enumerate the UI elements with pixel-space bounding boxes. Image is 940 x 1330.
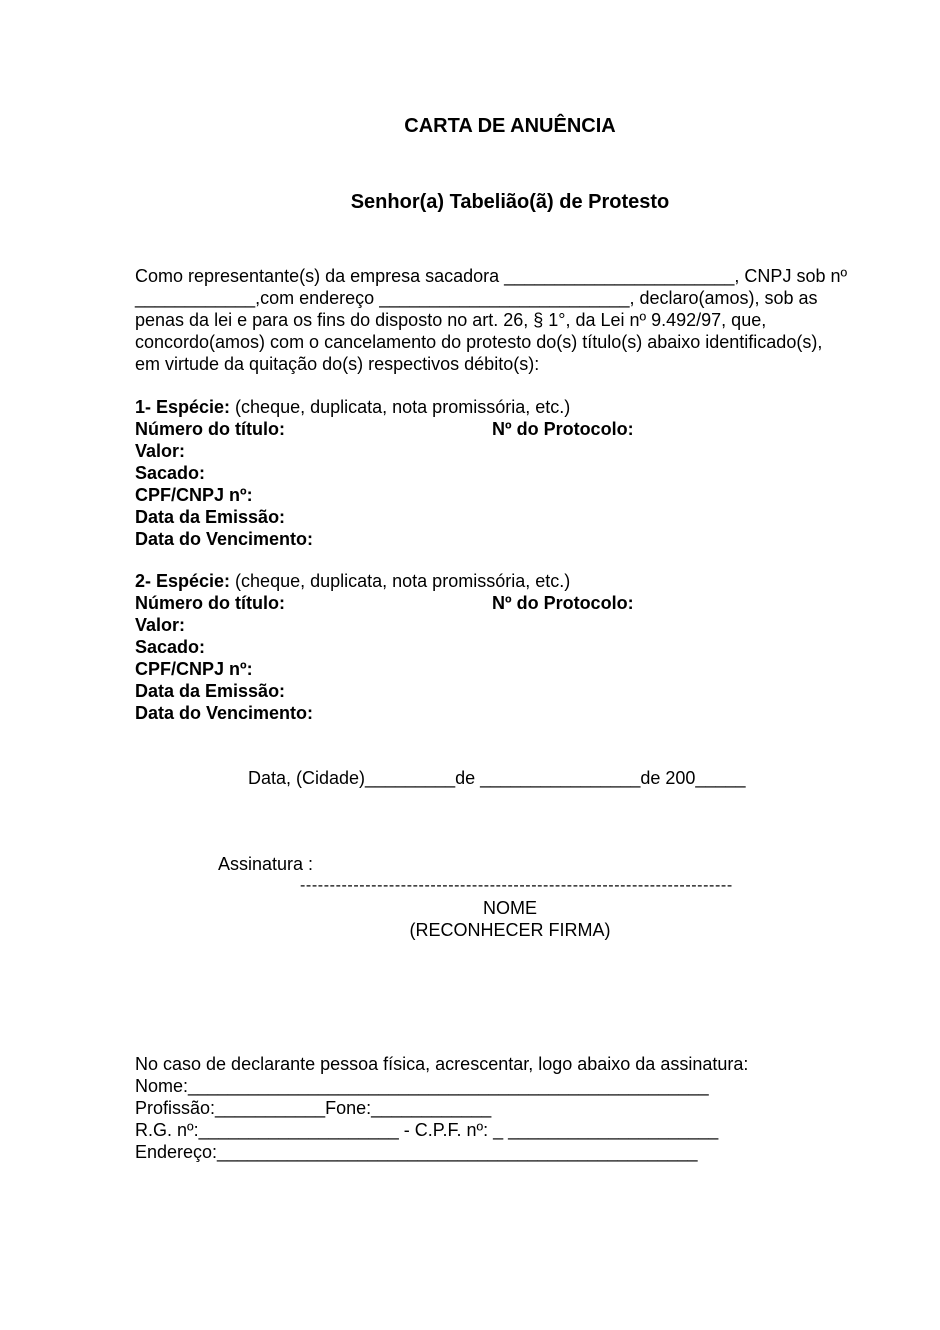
numero-row — [135, 418, 835, 440]
especie-value: (cheque, duplicata, nota promissória, etc.) — [230, 571, 571, 591]
footer-intro: No caso de declarante pessoa física, acrescentar, logo abaixo da assinatura: — [135, 1054, 749, 1074]
addressee-heading: Senhor(a) Tabelião(ã) de Protesto — [350, 191, 670, 213]
intro-line: em virtude da quitação do(s) respectivos débito(s): — [135, 354, 540, 374]
emissao-label: Data da Emissão: — [135, 507, 286, 527]
valor-label: Valor: — [135, 441, 186, 461]
numero-row — [135, 592, 835, 614]
protocolo-label: Nº do Protocolo: — [492, 419, 634, 439]
especie-label: 2- Espécie: — [135, 571, 231, 591]
title-block-2 — [135, 570, 835, 724]
vencimento-label: Data do Vencimento: — [135, 529, 314, 549]
intro-line: concordo(amos) com o cancelamento do protesto do(s) título(s) abaixo identificado(s), — [135, 332, 823, 352]
intro-line: Como representante(s) da empresa sacadora _______________________, CNPJ sob nº — [135, 266, 848, 286]
document-title: CARTA DE ANUÊNCIA — [404, 115, 616, 137]
signature-line: ------------------------------------------------------------------------- — [300, 877, 733, 894]
protocolo-label: Nº do Protocolo: — [492, 593, 634, 613]
signature-name: NOME — [483, 898, 537, 918]
footer-rg: R.G. nº:____________________ - C.P.F. nº: _ _____________________ — [135, 1120, 719, 1140]
especie-row — [135, 570, 835, 592]
intro-line: penas da lei e para os fins do disposto no art. 26, § 1°, da Lei nº 9.492/97, que, — [135, 310, 767, 330]
especie-value: (cheque, duplicata, nota promissória, etc.) — [230, 397, 571, 417]
footer-profissao: Profissão:___________Fone:____________ — [135, 1098, 492, 1118]
especie-label: 1- Espécie: — [135, 397, 231, 417]
valor-label: Valor: — [135, 615, 186, 635]
footer-nome: Nome:____________________________________________________ — [135, 1076, 709, 1096]
signature-note: (RECONHECER FIRMA) — [409, 920, 611, 940]
footer-section — [135, 1053, 895, 1163]
sacado-label: Sacado: — [135, 637, 206, 657]
cpf-cnpj-label: CPF/CNPJ nº: — [135, 485, 253, 505]
cpf-cnpj-label: CPF/CNPJ nº: — [135, 659, 253, 679]
numero-label: Número do título: — [135, 593, 285, 613]
date-line: Data, (Cidade)_________de ________________de 200_____ — [248, 768, 746, 788]
emissao-label: Data da Emissão: — [135, 681, 286, 701]
intro-paragraph — [135, 265, 895, 375]
numero-label: Número do título: — [135, 419, 285, 439]
intro-line: ____________,com endereço _________________________, declaro(amos), sob as — [135, 288, 818, 308]
sacado-label: Sacado: — [135, 463, 206, 483]
especie-row — [135, 396, 835, 418]
footer-endereco: Endereço:________________________________________________ — [135, 1142, 698, 1162]
title-block-1 — [135, 396, 835, 550]
signature-label: Assinatura : — [218, 854, 314, 874]
vencimento-label: Data do Vencimento: — [135, 703, 314, 723]
